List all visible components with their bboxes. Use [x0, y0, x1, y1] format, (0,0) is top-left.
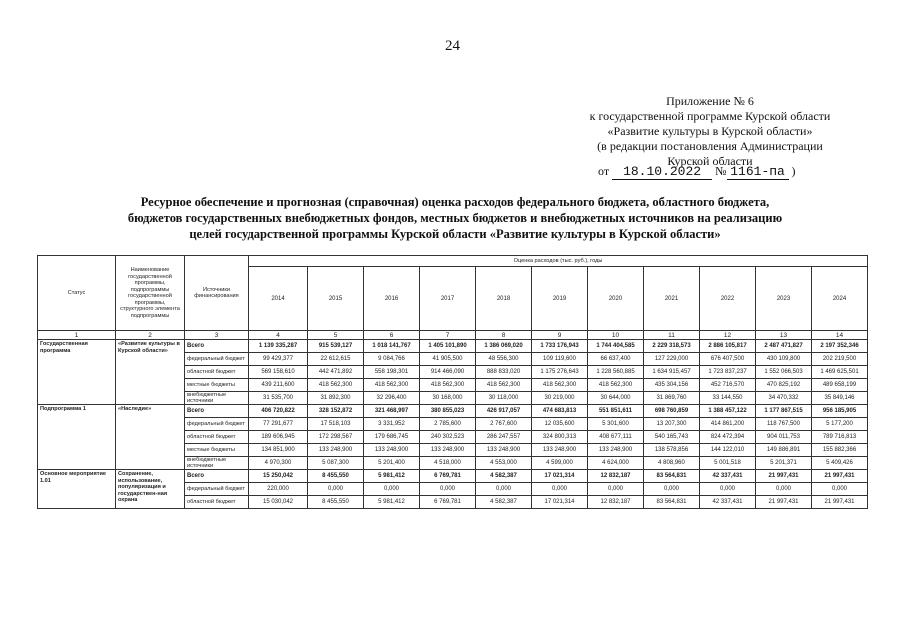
year-header: 2018 — [476, 267, 532, 331]
year-header: 2021 — [644, 267, 700, 331]
value-cell: 133 248,900 — [588, 444, 644, 457]
year-header: 2014 — [249, 267, 308, 331]
estimate-header: Оценка расходов (тыс. руб.), годы — [249, 256, 868, 267]
value-cell: 30 168,000 — [420, 392, 476, 405]
value-cell: 118 767,500 — [756, 418, 812, 431]
year-header: 2024 — [812, 267, 868, 331]
source-cell: местные бюджеты — [185, 444, 249, 457]
value-cell: 698 760,859 — [644, 405, 700, 418]
value-cell: 4 582,387 — [476, 496, 532, 509]
year-header: 2022 — [700, 267, 756, 331]
source-cell: Всего — [185, 340, 249, 353]
value-cell: 13 207,300 — [644, 418, 700, 431]
value-cell: 380 855,023 — [420, 405, 476, 418]
column-number: 9 — [532, 331, 588, 340]
value-cell: 418 562,300 — [364, 379, 420, 392]
value-cell: 41 905,500 — [420, 353, 476, 366]
value-cell: 540 165,743 — [644, 431, 700, 444]
value-cell: 83 564,831 — [644, 470, 700, 483]
value-cell: 17 021,314 — [532, 496, 588, 509]
value-cell: 109 119,600 — [532, 353, 588, 366]
value-cell: 2 229 318,573 — [644, 340, 700, 353]
value-cell: 551 851,611 — [588, 405, 644, 418]
value-cell: 324 800,313 — [532, 431, 588, 444]
value-cell: 34 470,332 — [756, 392, 812, 405]
value-cell: 1 744 404,585 — [588, 340, 644, 353]
year-header: 2015 — [308, 267, 364, 331]
value-cell: 1 634 915,457 — [644, 366, 700, 379]
year-header: 2020 — [588, 267, 644, 331]
value-cell: 915 539,127 — [308, 340, 364, 353]
source-cell: областной бюджет — [185, 366, 249, 379]
column-number: 11 — [644, 331, 700, 340]
source-cell: областной бюджет — [185, 496, 249, 509]
table-row — [38, 470, 868, 483]
value-cell: 474 683,813 — [532, 405, 588, 418]
value-cell: 5 087,300 — [308, 457, 364, 470]
value-cell: 0,000 — [308, 483, 364, 496]
status-cell: Государственная программа — [38, 340, 116, 405]
value-cell: 0,000 — [364, 483, 420, 496]
column-number: 3 — [185, 331, 249, 340]
value-cell: 133 248,900 — [476, 444, 532, 457]
value-cell: 31 535,700 — [249, 392, 308, 405]
page-number: 24 — [445, 38, 460, 54]
document-title — [70, 194, 840, 242]
status-header: Статус — [38, 256, 116, 331]
title-line: целей государственной программы Курской области «Развитие культуры в Курской области» — [189, 227, 721, 241]
value-cell: 408 677,111 — [588, 431, 644, 444]
value-cell: 21 997,431 — [812, 496, 868, 509]
value-cell: 888 833,020 — [476, 366, 532, 379]
value-cell: 172 298,567 — [308, 431, 364, 444]
value-cell: 2 785,600 — [420, 418, 476, 431]
value-cell: 435 304,156 — [644, 379, 700, 392]
value-cell: 439 211,600 — [249, 379, 308, 392]
source-cell: федеральный бюджет — [185, 353, 249, 366]
value-cell: 1 469 625,501 — [812, 366, 868, 379]
value-cell: 138 578,856 — [644, 444, 700, 457]
column-number: 10 — [588, 331, 644, 340]
value-cell: 0,000 — [756, 483, 812, 496]
value-cell: 1 723 837,237 — [700, 366, 756, 379]
value-cell: 0,000 — [700, 483, 756, 496]
value-cell: 21 997,431 — [812, 470, 868, 483]
value-cell: 12 832,187 — [588, 470, 644, 483]
value-cell: 426 917,057 — [476, 405, 532, 418]
value-cell: 15 030,042 — [249, 496, 308, 509]
value-cell: 4 553,000 — [476, 457, 532, 470]
value-cell: 189 606,945 — [249, 431, 308, 444]
value-cell: 558 198,301 — [364, 366, 420, 379]
value-cell: 155 882,366 — [812, 444, 868, 457]
value-cell: 569 158,610 — [249, 366, 308, 379]
value-cell: 133 248,900 — [532, 444, 588, 457]
program-name-cell: «Развитие культуры в Курской области» — [116, 340, 185, 405]
resolution-number: 1161-па — [727, 164, 789, 180]
title-line: бюджетов государственных внебюджетных фондов, местных бюджетов и внебюджетных источников на реализацию — [127, 211, 783, 225]
appendix-line: (в редакции постановления Администрации — [597, 139, 823, 153]
source-cell: федеральный бюджет — [185, 483, 249, 496]
value-cell: 430 109,800 — [756, 353, 812, 366]
year-header: 2017 — [420, 267, 476, 331]
value-cell: 489 658,199 — [812, 379, 868, 392]
appendix-line: «Развитие культуры в Курской области» — [607, 124, 813, 138]
value-cell: 676 407,500 — [700, 353, 756, 366]
value-cell: 3 331,952 — [364, 418, 420, 431]
year-header: 2016 — [364, 267, 420, 331]
value-cell: 9 084,766 — [364, 353, 420, 366]
value-cell: 470 825,192 — [756, 379, 812, 392]
value-cell: 202 219,500 — [812, 353, 868, 366]
value-cell: 418 562,300 — [476, 379, 532, 392]
value-cell: 956 185,905 — [812, 405, 868, 418]
value-cell: 418 562,300 — [532, 379, 588, 392]
value-cell: 144 122,010 — [700, 444, 756, 457]
source-cell: внебюджетные источники — [185, 392, 249, 405]
value-cell: 133 248,900 — [420, 444, 476, 457]
title-line: Ресурное обеспечение и прогнозная (справочная) оценка расходов федерального бюджета, областного бюджета, — [140, 195, 770, 209]
value-cell: 5 301,600 — [588, 418, 644, 431]
year-header: 2023 — [756, 267, 812, 331]
value-cell: 179 686,745 — [364, 431, 420, 444]
value-cell: 30 118,000 — [476, 392, 532, 405]
column-number: 12 — [700, 331, 756, 340]
value-cell: 35 849,146 — [812, 392, 868, 405]
value-cell: 133 248,900 — [364, 444, 420, 457]
funding-table — [37, 255, 868, 509]
value-cell: 286 247,557 — [476, 431, 532, 444]
appendix-line: Курской области — [667, 154, 753, 168]
value-cell: 414 861,200 — [700, 418, 756, 431]
appendix-header — [560, 94, 860, 169]
source-cell: Всего — [185, 405, 249, 418]
value-cell: 0,000 — [812, 483, 868, 496]
status-cell: Основное мероприятие 1.01 — [38, 470, 116, 509]
table-row — [38, 405, 868, 418]
value-cell: 149 886,891 — [756, 444, 812, 457]
value-cell: 4 599,000 — [532, 457, 588, 470]
column-number: 8 — [476, 331, 532, 340]
value-cell: 31 892,300 — [308, 392, 364, 405]
value-cell: 2 197 352,346 — [812, 340, 868, 353]
value-cell: 127 229,000 — [644, 353, 700, 366]
value-cell: 0,000 — [476, 483, 532, 496]
value-cell: 1 177 867,515 — [756, 405, 812, 418]
value-cell: 1 175 276,643 — [532, 366, 588, 379]
appendix-line: Приложение № 6 — [666, 94, 754, 108]
value-cell: 1 405 101,890 — [420, 340, 476, 353]
source-cell: Всего — [185, 470, 249, 483]
source-header: Источники финансирования — [185, 256, 249, 331]
value-cell: 77 291,677 — [249, 418, 308, 431]
column-number: 14 — [812, 331, 868, 340]
year-header: 2019 — [532, 267, 588, 331]
column-number: 5 — [308, 331, 364, 340]
value-cell: 4 970,300 — [249, 457, 308, 470]
value-cell: 442 471,892 — [308, 366, 364, 379]
number-label: № — [715, 164, 727, 178]
value-cell: 31 869,760 — [644, 392, 700, 405]
value-cell: 5 981,412 — [364, 496, 420, 509]
value-cell: 6 769,781 — [420, 496, 476, 509]
source-cell: местные бюджеты — [185, 379, 249, 392]
value-cell: 240 302,523 — [420, 431, 476, 444]
closing-paren: ) — [791, 164, 796, 178]
program-name-cell: Сохранение, использование, популяризация и государствен-ная охрана — [116, 470, 185, 509]
value-cell: 5 001,518 — [700, 457, 756, 470]
value-cell: 1 733 176,943 — [532, 340, 588, 353]
value-cell: 21 997,431 — [756, 470, 812, 483]
from-label: от — [598, 164, 610, 178]
value-cell: 328 152,872 — [308, 405, 364, 418]
value-cell: 0,000 — [420, 483, 476, 496]
value-cell: 1 139 335,287 — [249, 340, 308, 353]
value-cell: 12 832,187 — [588, 496, 644, 509]
value-cell: 452 716,570 — [700, 379, 756, 392]
value-cell: 133 248,900 — [308, 444, 364, 457]
value-cell: 789 716,813 — [812, 431, 868, 444]
value-cell: 5 409,426 — [812, 457, 868, 470]
value-cell: 5 201,400 — [364, 457, 420, 470]
value-cell: 321 468,997 — [364, 405, 420, 418]
value-cell: 32 296,400 — [364, 392, 420, 405]
value-cell: 5 981,412 — [364, 470, 420, 483]
value-cell: 1 388 457,122 — [700, 405, 756, 418]
column-number: 7 — [420, 331, 476, 340]
source-cell: федеральный бюджет — [185, 418, 249, 431]
appendix-line: к государственной программе Курской области — [589, 109, 831, 123]
column-number: 4 — [249, 331, 308, 340]
column-number: 6 — [364, 331, 420, 340]
value-cell: 33 144,550 — [700, 392, 756, 405]
resolution-date-line — [598, 164, 796, 180]
value-cell: 17 021,314 — [532, 470, 588, 483]
value-cell: 6 769,781 — [420, 470, 476, 483]
column-number: 1 — [38, 331, 116, 340]
value-cell: 4 624,000 — [588, 457, 644, 470]
value-cell: 418 562,300 — [588, 379, 644, 392]
value-cell: 99 429,377 — [249, 353, 308, 366]
value-cell: 0,000 — [588, 483, 644, 496]
value-cell: 4 582,387 — [476, 470, 532, 483]
value-cell: 0,000 — [532, 483, 588, 496]
value-cell: 15 250,042 — [249, 470, 308, 483]
value-cell: 134 851,900 — [249, 444, 308, 457]
value-cell: 2 767,600 — [476, 418, 532, 431]
value-cell: 5 201,371 — [756, 457, 812, 470]
value-cell: 4 808,960 — [644, 457, 700, 470]
value-cell: 5 177,200 — [812, 418, 868, 431]
value-cell: 824 472,394 — [700, 431, 756, 444]
value-cell: 0,000 — [644, 483, 700, 496]
value-cell: 904 011,753 — [756, 431, 812, 444]
value-cell: 30 219,000 — [532, 392, 588, 405]
source-cell: внебюджетные источники — [185, 457, 249, 470]
value-cell: 220,000 — [249, 483, 308, 496]
value-cell: 42 337,431 — [700, 470, 756, 483]
value-cell: 406 720,822 — [249, 405, 308, 418]
status-cell: Подпрограмма 1 — [38, 405, 116, 470]
name-header: Наименование государственной программы, подпрограммы государственной программы, структурного элемента подпрограммы — [116, 256, 185, 331]
column-number: 13 — [756, 331, 812, 340]
value-cell: 1 386 069,020 — [476, 340, 532, 353]
value-cell: 1 228 560,885 — [588, 366, 644, 379]
source-cell: областной бюджет — [185, 431, 249, 444]
value-cell: 8 455,550 — [308, 470, 364, 483]
value-cell: 66 637,400 — [588, 353, 644, 366]
value-cell: 418 562,300 — [420, 379, 476, 392]
value-cell: 1 018 141,767 — [364, 340, 420, 353]
value-cell: 12 035,600 — [532, 418, 588, 431]
value-cell: 30 644,000 — [588, 392, 644, 405]
table-row — [38, 340, 868, 353]
value-cell: 21 997,431 — [756, 496, 812, 509]
value-cell: 22 612,615 — [308, 353, 364, 366]
value-cell: 17 518,103 — [308, 418, 364, 431]
value-cell: 83 564,831 — [644, 496, 700, 509]
value-cell: 42 337,431 — [700, 496, 756, 509]
value-cell: 8 455,550 — [308, 496, 364, 509]
resolution-date: 18.10.2022 — [612, 164, 712, 180]
value-cell: 1 552 066,503 — [756, 366, 812, 379]
value-cell: 2 886 105,817 — [700, 340, 756, 353]
program-name-cell: «Наследие» — [116, 405, 185, 470]
value-cell: 2 487 471,827 — [756, 340, 812, 353]
value-cell: 4 518,000 — [420, 457, 476, 470]
column-number: 2 — [116, 331, 185, 340]
value-cell: 48 556,300 — [476, 353, 532, 366]
value-cell: 914 466,090 — [420, 366, 476, 379]
value-cell: 418 562,300 — [308, 379, 364, 392]
